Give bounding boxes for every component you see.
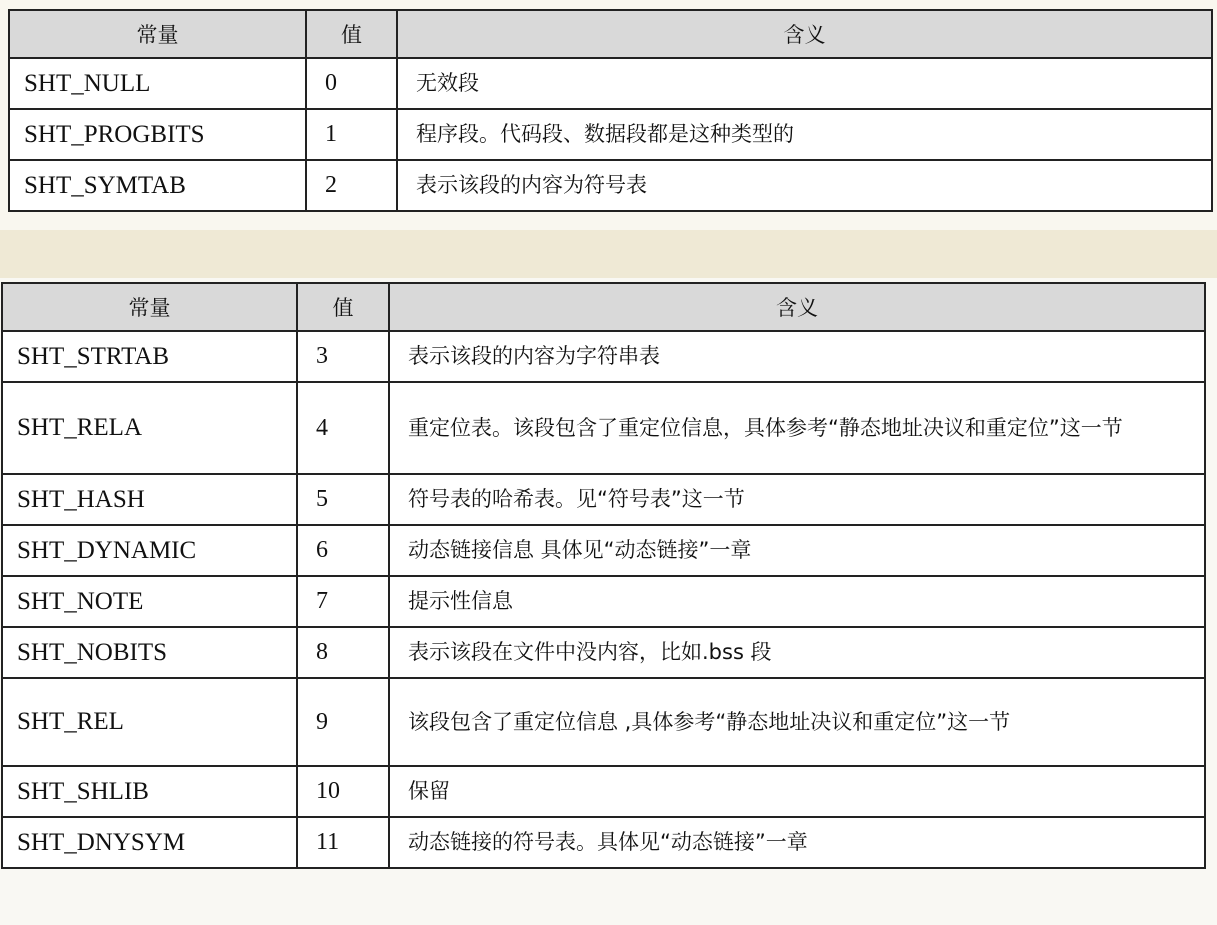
constant-cell: SHT_STRTAB: [2, 331, 297, 382]
constant-cell: SHT_RELA: [2, 382, 297, 474]
value-cell: 2: [306, 160, 397, 211]
meaning-cell: 符号表的哈希表。见“符号表”这一节: [389, 474, 1205, 525]
value-cell: 11: [297, 817, 389, 868]
constant-cell: SHT_NOBITS: [2, 627, 297, 678]
table-header-row: [9, 10, 1212, 58]
value-cell: 8: [297, 627, 389, 678]
value-cell: 4: [297, 382, 389, 474]
meaning-cell: 无效段: [397, 58, 1212, 109]
value-cell: 3: [297, 331, 389, 382]
value-cell: 7: [297, 576, 389, 627]
constant-cell: SHT_HASH: [2, 474, 297, 525]
meaning-cell: 动态链接信息 具体见“动态链接”一章: [389, 525, 1205, 576]
meaning-cell: 表示该段在文件中没内容，比如.bss 段: [389, 627, 1205, 678]
constant-cell: SHT_SYMTAB: [9, 160, 306, 211]
meaning-cell: 表示该段的内容为字符串表: [389, 331, 1205, 382]
value-cell: 10: [297, 766, 389, 817]
table-row: [2, 525, 1205, 576]
meaning-cell: 提示性信息: [389, 576, 1205, 627]
header-constant: 常量: [2, 283, 297, 331]
value-cell: 9: [297, 678, 389, 766]
table-row: [2, 331, 1205, 382]
value-cell: 6: [297, 525, 389, 576]
header-value: 值: [297, 283, 389, 331]
constant-cell: SHT_SHLIB: [2, 766, 297, 817]
constant-cell: SHT_DNYSYM: [2, 817, 297, 868]
constant-cell: SHT_NOTE: [2, 576, 297, 627]
value-cell: 1: [306, 109, 397, 160]
page-separator-band: [0, 230, 1217, 278]
section-type-table-2: [1, 282, 1206, 869]
header-meaning: 含义: [389, 283, 1205, 331]
table-row: [2, 678, 1205, 766]
meaning-cell: 程序段。代码段、数据段都是这种类型的: [397, 109, 1212, 160]
section-type-table-1: [8, 9, 1213, 212]
header-constant: 常量: [9, 10, 306, 58]
meaning-cell: 表示该段的内容为符号表: [397, 160, 1212, 211]
table-row: [9, 160, 1212, 211]
table-header-row: [2, 283, 1205, 331]
constant-cell: SHT_REL: [2, 678, 297, 766]
value-cell: 5: [297, 474, 389, 525]
table-row: [2, 576, 1205, 627]
table-row: [2, 627, 1205, 678]
table-row: [2, 766, 1205, 817]
table-row: [9, 109, 1212, 160]
constant-cell: SHT_PROGBITS: [9, 109, 306, 160]
header-value: 值: [306, 10, 397, 58]
meaning-cell: 动态链接的符号表。具体见“动态链接”一章: [389, 817, 1205, 868]
table-row: [2, 817, 1205, 868]
table-row: [2, 474, 1205, 525]
header-meaning: 含义: [397, 10, 1212, 58]
constant-cell: SHT_DYNAMIC: [2, 525, 297, 576]
constant-cell: SHT_NULL: [9, 58, 306, 109]
meaning-cell: 保留: [389, 766, 1205, 817]
meaning-cell: 该段包含了重定位信息 ,具体参考“静态地址决议和重定位”这一节: [389, 678, 1205, 766]
meaning-cell: 重定位表。该段包含了重定位信息，具体参考“静态地址决议和重定位”这一节: [389, 382, 1205, 474]
table-row: [2, 382, 1205, 474]
table-row: [9, 58, 1212, 109]
value-cell: 0: [306, 58, 397, 109]
